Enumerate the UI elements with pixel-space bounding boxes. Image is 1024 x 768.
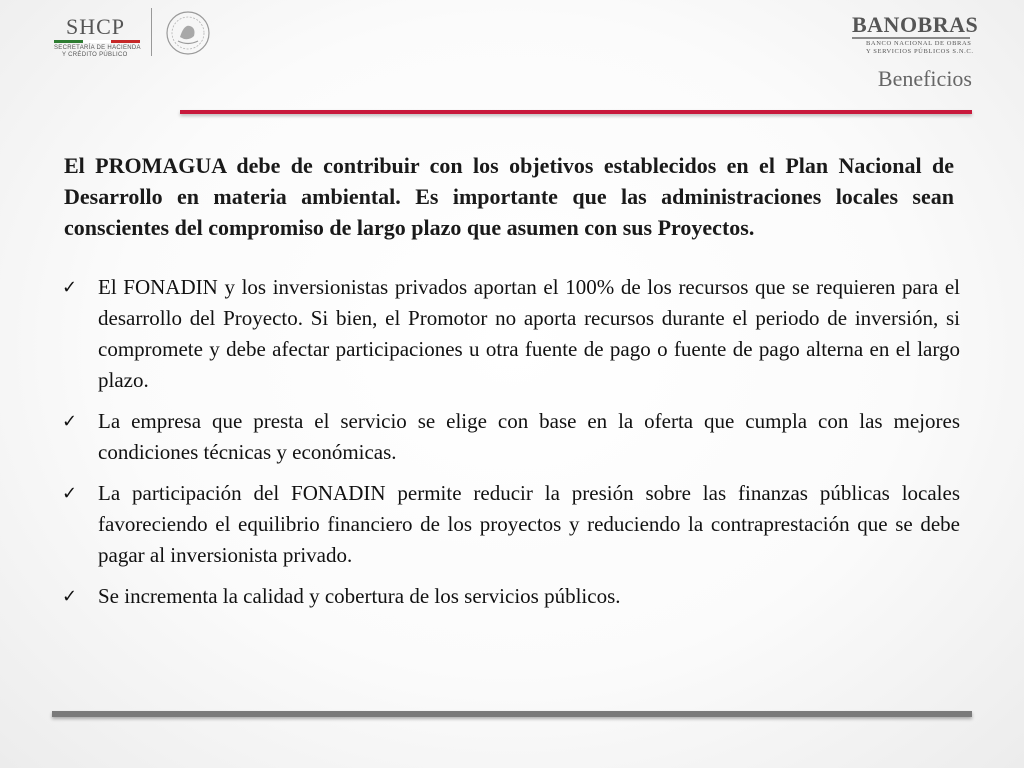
- banobras-subtitle-1: BANCO NACIONAL DE OBRAS: [866, 40, 972, 47]
- shcp-subtitle-2: Y CRÉDITO PÚBLICO: [62, 52, 128, 58]
- list-item: [62, 406, 960, 468]
- shcp-logo-name: SHCP: [66, 14, 126, 39]
- logo-divider: [151, 8, 152, 56]
- list-item-text: Se incrementa la calidad y cobertura de los servicios públicos.: [98, 584, 621, 608]
- footer-divider: [52, 711, 972, 717]
- list-item-text: La empresa que presta el servicio se elige con base en la oferta que cumpla con las mejores condiciones técnicas y económicas.: [98, 409, 960, 464]
- list-item: [62, 581, 960, 612]
- checkmark-icon: ✓: [62, 277, 78, 298]
- checkmark-icon: ✓: [62, 411, 78, 432]
- list-item: [62, 478, 960, 571]
- checkmark-icon: ✓: [62, 483, 78, 504]
- banobras-logo-name: BANOBRAS: [852, 12, 979, 37]
- shcp-flag-stripe: [54, 40, 140, 43]
- list-item-text: El FONADIN y los inversionistas privados aportan el 100% de los recursos que se requieren para el desarrollo del Proyecto. Si bien, el Promotor no aporta recursos durante el periodo de inversión, si compromete y debe afectar participaciones u otra fuente de pago o fuente de pago alterna en el largo plazo.: [98, 275, 960, 392]
- checkmark-icon: ✓: [62, 586, 78, 607]
- header-divider: [180, 110, 972, 114]
- list-item: [62, 272, 960, 396]
- shcp-subtitle-1: SECRETARÍA DE HACIENDA: [54, 45, 141, 51]
- banobras-underline: [852, 37, 970, 39]
- section-title: Beneficios: [877, 66, 972, 91]
- benefits-list: [62, 272, 960, 622]
- list-item-text: La participación del FONADIN permite reducir la presión sobre las finanzas públicas locales favoreciendo el equilibrio financiero de los proyectos y reduciendo la contraprestación que se debe pagar al inversionista privado.: [98, 481, 960, 567]
- lead-paragraph: El PROMAGUA debe de contribuir con los objetivos establecidos en el Plan Nacional de Desarrollo en materia ambiental. Es importante que las administraciones locales sean conscientes del compromiso de largo plazo que asumen con sus Proyectos.: [64, 153, 954, 240]
- banobras-subtitle-2: Y SERVICIOS PÚBLICOS S.N.C.: [866, 48, 974, 55]
- national-seal-icon: [164, 10, 212, 56]
